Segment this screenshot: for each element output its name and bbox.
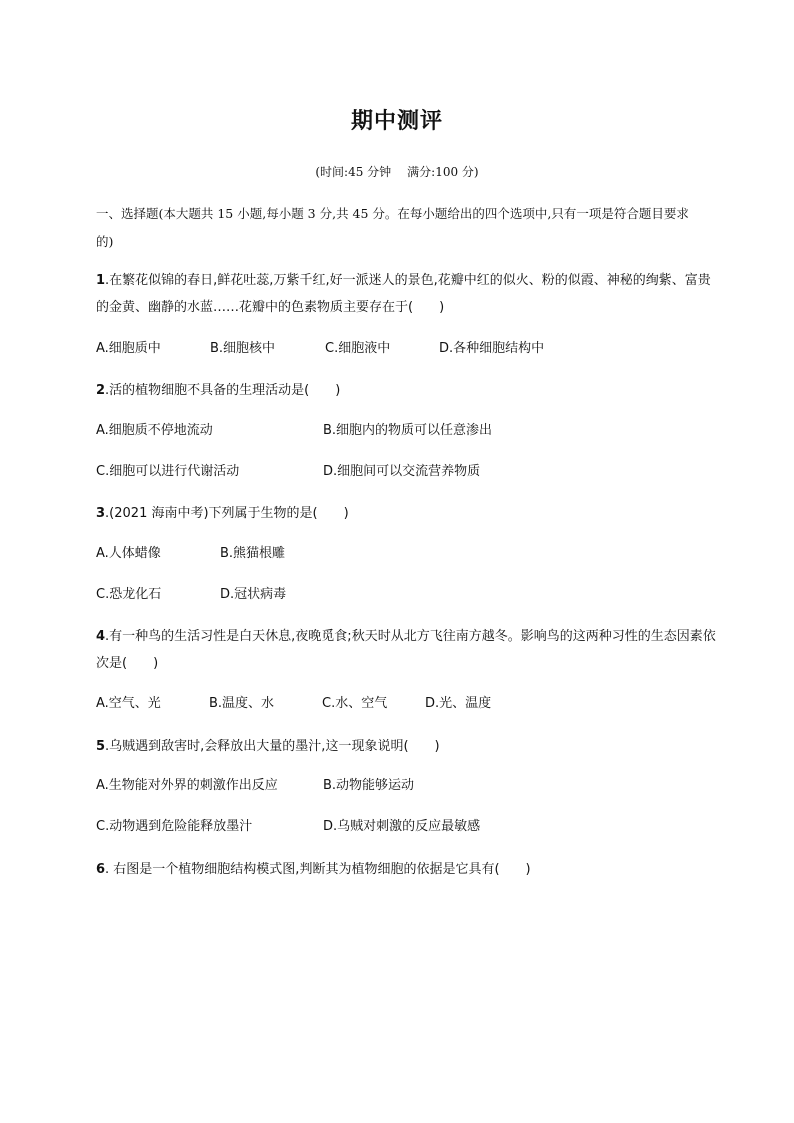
option-c: C.细胞液中 <box>325 341 391 356</box>
section-heading: 一、选择题(本大题共 15 小题,每小题 3 分,共 45 分。在每小题给出的四个选项中,只有一项是符合题目要求的) <box>96 206 689 249</box>
option-c: C.细胞可以进行代谢活动 <box>96 464 240 479</box>
option-b: B.细胞核中 <box>210 341 276 356</box>
question-2 <box>96 377 716 404</box>
option-c: C.动物遇到危险能释放墨汁 <box>96 819 253 834</box>
option-c: C.水、空气 <box>322 696 388 711</box>
option-b: B.细胞内的物质可以任意渗出 <box>323 423 493 438</box>
question-stem: .乌贼遇到敌害时,会释放出大量的墨汁,这一现象说明( ) <box>105 739 440 754</box>
question-6 <box>96 856 716 883</box>
question-number: 2 <box>96 383 106 398</box>
option-a: A.空气、光 <box>96 696 161 711</box>
option-a: A.细胞质中 <box>96 341 161 356</box>
question-1 <box>96 267 716 321</box>
option-b: B.动物能够运动 <box>323 778 415 793</box>
exam-meta <box>0 163 794 180</box>
page-title: 期中测评 <box>350 108 443 134</box>
option-d: D.乌贼对刺激的反应最敏感 <box>323 819 481 834</box>
question-stem: .有一种鸟的生活习性是白天休息,夜晚觅食;秋天时从北方飞往南方越冬。影响鸟的这两种习性的生态因素依次是( ) <box>96 629 716 671</box>
option-c: C.恐龙化石 <box>96 587 162 602</box>
question-4 <box>96 623 716 677</box>
option-d: D.各种细胞结构中 <box>439 341 545 356</box>
option-d: D.细胞间可以交流营养物质 <box>323 464 481 479</box>
question-number: 1 <box>96 273 106 288</box>
option-d: D.冠状病毒 <box>220 587 287 602</box>
option-b: B.温度、水 <box>209 696 275 711</box>
question-number: 5 <box>96 739 106 754</box>
option-a: A.细胞质不停地流动 <box>96 423 213 438</box>
question-number: 6 <box>96 862 106 877</box>
question-stem: .(2021 海南中考)下列属于生物的是( ) <box>105 506 349 521</box>
exam-score: 满分:100 分) <box>407 165 479 179</box>
question-stem: .活的植物细胞不具备的生理活动是( ) <box>105 383 341 398</box>
question-stem: .在繁花似锦的春日,鲜花吐蕊,万紫千红,好一派迷人的景色,花瓣中红的似火、粉的似霞、神秘的绚紫、富贵的金黄、幽静的水蓝……花瓣中的色素物质主要存在于( ) <box>96 273 711 315</box>
question-5 <box>96 733 716 760</box>
option-d: D.光、温度 <box>425 696 492 711</box>
exam-time: (时间:45 分钟 <box>315 165 392 179</box>
question-number: 3 <box>96 506 106 521</box>
option-b: B.熊猫根雕 <box>220 546 286 561</box>
question-3 <box>96 500 716 527</box>
option-a: A.生物能对外界的刺激作出反应 <box>96 778 278 793</box>
question-stem: . 右图是一个植物细胞结构模式图,判断其为植物细胞的依据是它具有( ) <box>105 862 531 877</box>
question-number: 4 <box>96 629 106 644</box>
option-a: A.人体蜡像 <box>96 546 161 561</box>
